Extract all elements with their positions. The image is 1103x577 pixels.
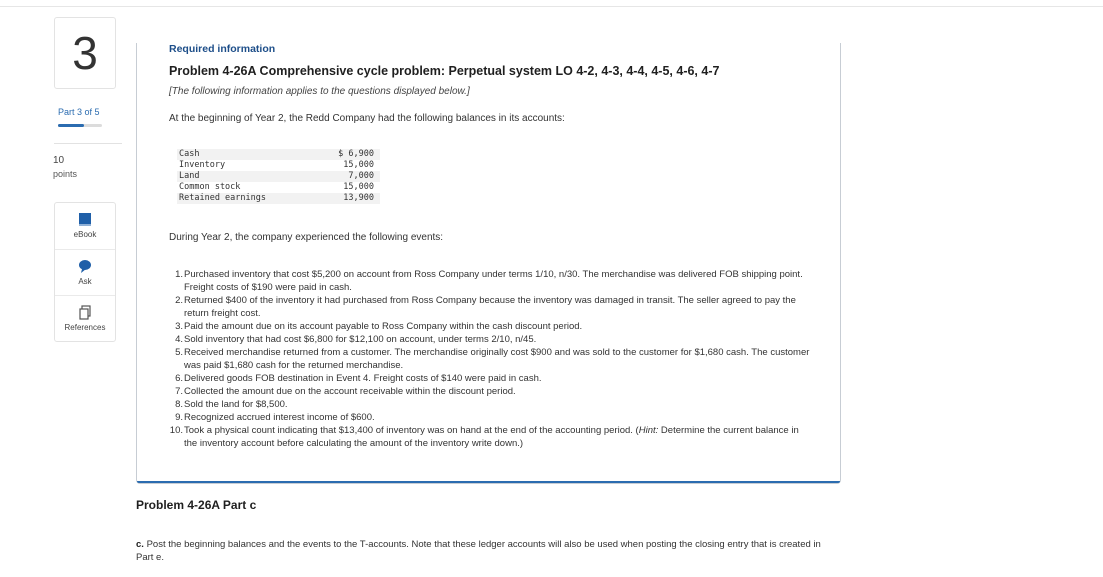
event-number: 8.	[175, 399, 183, 410]
panel-bottom-accent	[137, 481, 840, 483]
references-label: References	[64, 323, 106, 332]
table-row	[177, 171, 380, 182]
event-number: 5.	[175, 347, 183, 358]
event-number: 10.	[169, 425, 183, 436]
rail-divider	[54, 143, 122, 144]
event-text: Recognized accrued interest income of $600.	[184, 412, 375, 423]
event-number: 2.	[175, 295, 183, 306]
event-text: Took a physical count indicating that $13,400 of inventory was on hand at the end of the accounting period. (	[184, 425, 639, 436]
balances-intro: At the beginning of Year 2, the Redd Company had the following balances in its accounts:	[169, 113, 565, 124]
event-hint: Hint:	[638, 425, 659, 436]
points-value: 10	[53, 155, 65, 166]
event-text: Sold inventory that had cost $6,800 for $12,100 on account, under terms 2/10, n/45.	[184, 334, 537, 345]
part-c-text: Post the beginning balances and the events to the T-accounts. Note that these ledger accounts will also be used when posting the closing entry that is created in Part e.	[136, 539, 821, 563]
event-text-continued: Determine the current balance in the inventory account before calculating the amount of the inventory write down.)	[184, 425, 799, 449]
part-indicator: Part 3 of 5	[58, 107, 100, 117]
list-item	[171, 294, 811, 320]
list-item	[171, 333, 811, 346]
account-name: Retained earnings	[179, 193, 266, 203]
list-item	[171, 372, 811, 385]
list-item	[171, 411, 811, 424]
part-progress-bar	[58, 124, 102, 127]
event-text: Delivered goods FOB destination in Event 4. Freight costs of $140 were paid in cash.	[184, 373, 542, 384]
book-icon	[78, 212, 92, 227]
ebook-label: eBook	[73, 230, 97, 239]
beginning-balances-table	[177, 149, 380, 204]
list-item	[171, 424, 811, 450]
applies-note: [The following information applies to the questions displayed below.]	[169, 86, 470, 97]
list-item	[171, 268, 811, 294]
table-row	[177, 160, 380, 171]
top-divider	[0, 6, 1103, 7]
table-row	[177, 182, 380, 193]
tool-panel	[54, 202, 116, 342]
required-information-panel	[136, 43, 841, 484]
event-number: 1.	[175, 269, 183, 280]
part-progress-fill	[58, 124, 84, 127]
ask-button[interactable]	[55, 249, 115, 296]
event-number: 7.	[175, 386, 183, 397]
account-amount: 15,000	[343, 160, 374, 170]
part-c-heading: Problem 4-26A Part c	[136, 498, 257, 512]
ebook-button[interactable]	[55, 203, 115, 249]
references-button[interactable]	[55, 295, 115, 342]
event-text: Received merchandise returned from a customer. The merchandise originally cost $900 and was sold to the customer for $1,680 cash. The customer was paid $1,680 cash for the returned merchandise.	[184, 347, 810, 371]
account-amount: 7,000	[348, 171, 374, 181]
question-number: 3	[54, 17, 116, 89]
event-text: Purchased inventory that cost $5,200 on account from Ross Company under terms 1/10, n/30. The merchandise was delivered FOB shipping point. Freight costs of $190 were paid in cash.	[184, 269, 803, 293]
required-info-heading: Required information	[169, 43, 276, 55]
list-item	[171, 398, 811, 411]
account-name: Common stock	[179, 182, 241, 192]
list-item	[171, 346, 811, 372]
account-name: Cash	[179, 149, 200, 159]
event-text: Returned $400 of the inventory it had purchased from Ross Company because the inventory was damaged in transit. The seller agreed to pay the return freight cost.	[184, 295, 796, 319]
event-number: 6.	[175, 373, 183, 384]
table-row	[177, 193, 380, 204]
documents-icon	[78, 305, 92, 320]
events-list	[171, 268, 811, 450]
table-row	[177, 149, 380, 160]
event-text: Paid the amount due on its account payable to Ross Company within the cash discount period.	[184, 321, 583, 332]
points-label: points	[53, 169, 78, 179]
part-c-instructions	[136, 538, 836, 564]
list-item	[171, 320, 811, 333]
account-name: Land	[179, 171, 200, 181]
account-amount: 15,000	[343, 182, 374, 192]
event-text: Sold the land for $8,500.	[184, 399, 288, 410]
event-number: 4.	[175, 334, 183, 345]
part-c-label: c.	[136, 539, 144, 550]
account-amount: $ 6,900	[338, 149, 374, 159]
list-item	[171, 385, 811, 398]
chat-bubble-icon	[78, 259, 92, 274]
events-intro: During Year 2, the company experienced the following events:	[169, 232, 444, 243]
account-amount: 13,900	[343, 193, 374, 203]
event-text: Collected the amount due on the account receivable within the discount period.	[184, 386, 516, 397]
ask-label: Ask	[78, 277, 92, 286]
account-name: Inventory	[179, 160, 226, 170]
event-number: 9.	[175, 412, 183, 423]
problem-title: Problem 4-26A Comprehensive cycle problem: Perpetual system LO 4-2, 4-3, 4-4, 4-5, 4-6, 4-7	[169, 64, 720, 78]
event-number: 3.	[175, 321, 183, 332]
